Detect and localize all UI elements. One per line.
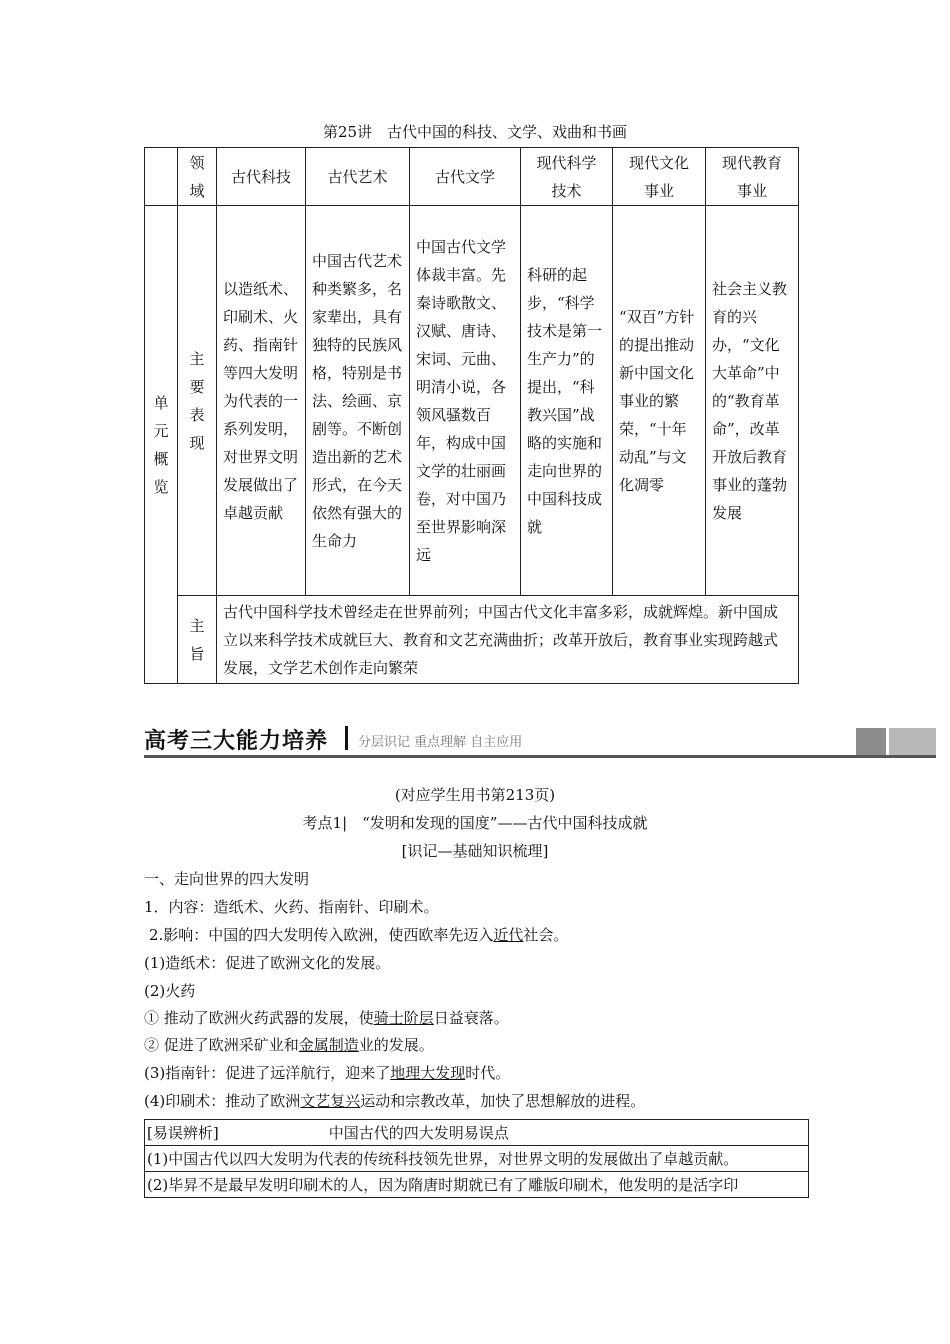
subheading: [识记—基础知识梳理]: [401, 842, 549, 860]
sub-compass: (3)指南针：促进了远洋航行，迎来了地理大发现时代。: [144, 1064, 511, 1082]
col-header-modern-culture: 现代文化事业: [613, 148, 706, 206]
banner-light-block: [889, 728, 936, 755]
field-label: 领域: [178, 148, 217, 206]
cell-ancient-art: 中国古代艺术种类繁多，名家辈出，具有独特的民族风格，特别是书法、绘画、京剧等。不断创造出新的艺术形式，在今天依然有强大的生命力: [306, 206, 410, 596]
error-box-header: [易误辨析] 中国古代的四大发明易误点: [145, 1120, 809, 1146]
banner-divider: [345, 726, 348, 750]
overview-table: [144, 147, 799, 684]
gunpowder-point-1: ① 推动了欧洲火药武器的发展，使骑士阶层日益衰落。: [144, 1009, 509, 1027]
col-header-ancient-art: 古代艺术: [306, 148, 410, 206]
error-line-1: (1)中国古代以四大发明为代表的传统科技领先世界，对世界文明的发展做出了卓越贡献。: [145, 1146, 809, 1172]
sub-gunpowder: (2)火药: [144, 982, 196, 1000]
cell-ancient-literature: 中国古代文学体裁丰富。先秦诗歌散文、汉赋、唐诗、宋词、元曲、明清小说，各领风骚数百年，构成中国文学的壮丽画卷，对中国乃至世界影响深远: [410, 206, 521, 596]
theme-label: 主旨: [178, 596, 217, 684]
cell-ancient-tech: 以造纸术、印刷术、火药、指南针等四大发明为代表的一系列发明，对世界文明发展做出了卓越贡献: [217, 206, 306, 596]
banner-rule: [144, 755, 936, 758]
banner-dark-block: [856, 728, 886, 755]
col-header-modern-sci-tech: 现代科学技术: [521, 148, 613, 206]
topic-heading: 考点1| “发明和发现的国度”——古代中国科技成就: [302, 814, 648, 832]
theme-text: 古代中国科学技术曾经走在世界前列；中国古代文化丰富多彩，成就辉煌。新中国成立以来科学技术成就巨大、教育和文艺充满曲折；改革开放后，教育事业实现跨越式发展，文学艺术创作走向繁荣: [217, 596, 799, 684]
sub-papermaking: (1)造纸术：促进了欧洲文化的发展。: [144, 954, 391, 972]
banner-subtitle: 分层识记 重点理解 自主应用: [358, 735, 523, 750]
corner-cell: [145, 148, 178, 206]
col-header-ancient-tech: 古代科技: [217, 148, 306, 206]
col-header-ancient-literature: 古代文学: [410, 148, 521, 206]
chapter-title: 第25讲 古代中国的科技、文学、戏曲和书画: [322, 123, 628, 141]
item-influence: 2.影响：中国的四大发明传入欧洲，使西欧率先迈入近代社会。: [149, 926, 569, 944]
cell-modern-sci-tech: 科研的起步，“科学技术是第一生产力”的提出，“科教兴国”战略的实施和走向世界的中国科技成就: [521, 206, 613, 596]
cell-modern-culture: “双百”方针的提出推动新中国文化事业的繁荣，“十年动乱”与文化凋零: [613, 206, 706, 596]
error-line-2: (2)毕昇不是最早发明印刷术的人，因为隋唐时期就已有了雕版印刷术，他发明的是活字印: [145, 1172, 809, 1198]
sub-printing: (4)印刷术：推动了欧洲文艺复兴运动和宗教改革，加快了思想解放的进程。: [144, 1092, 646, 1110]
banner-title: 高考三大能力培养: [144, 729, 329, 754]
gunpowder-point-2: ② 促进了欧洲采矿业和金属制造业的发展。: [144, 1036, 434, 1054]
page-reference: (对应学生用书第213页): [394, 786, 556, 804]
cell-modern-education: 社会主义教育的兴办，“文化大革命”中的“教育革命”，改革开放后教育事业的蓬勃发展: [706, 206, 799, 596]
item-content: 1．内容：造纸术、火药、指南针、印刷术。: [144, 898, 439, 916]
section-banner: [144, 718, 936, 758]
unit-overview-label: 单元概览: [145, 206, 178, 684]
col-header-modern-education: 现代教育事业: [706, 148, 799, 206]
main-performance-label: 主要表现: [178, 206, 217, 596]
heading-four-inventions: 一、走向世界的四大发明: [144, 870, 310, 888]
error-analysis-box: [144, 1119, 809, 1198]
